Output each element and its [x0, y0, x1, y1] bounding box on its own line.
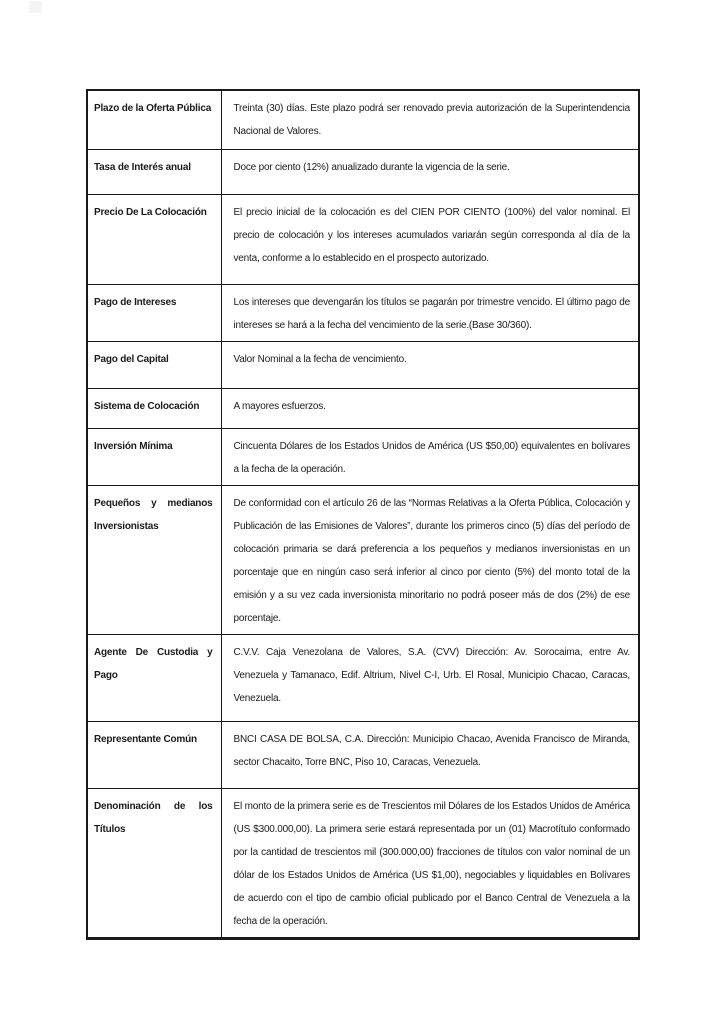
row-label-cell: Precio De La Colocación [87, 194, 221, 284]
row-value-cell: El monto de la primera serie es de Trescientos mil Dólares de los Estados Unidos de América (US $300.000,00). La primera serie estará representada por un (01) Macrotítulo conformado por la cantidad de trescientos mil (300.000,00) fracciones de títulos con valor nominal de un dólar de los Estados Unidos de América (US $1,00), negociables y liquidables en Bolívares de acuerdo con el tipo de cambio oficial publicado por el Banco Central de Venezuela a la fecha de la operación. [221, 788, 639, 938]
row-label-cell: Inversión Mínima [87, 428, 221, 485]
row-label-cell: Pago del Capital [87, 341, 221, 388]
table-row [87, 428, 639, 485]
row-value-cell: Los intereses que devengarán los títulos se pagarán por trimestre vencido. El último pago de intereses se hará a la fecha del vencimiento de la serie.(Base 30/360). [221, 284, 639, 341]
offer-terms-table [86, 89, 640, 940]
row-value-cell: Cincuenta Dólares de los Estados Unidos de América (US $50,00) equivalentes en bolívares a la fecha de la operación. [221, 428, 639, 485]
table-row [87, 485, 639, 634]
row-value-cell: Treinta (30) días. Este plazo podrá ser renovado previa autorización de la Superintendencia Nacional de Valores. [221, 90, 639, 149]
table-row [87, 634, 639, 721]
row-label-cell: Tasa de Interés anual [87, 149, 221, 194]
row-value-cell: El precio inicial de la colocación es del CIEN POR CIENTO (100%) del valor nominal. El precio de colocación y los intereses acumulados variarán según corresponda al día de la venta, conforme a lo establecido en el prospecto autorizado. [221, 194, 639, 284]
row-label-cell: Denominación de los Títulos [87, 788, 221, 938]
row-value-cell: De conformidad con el artículo 26 de las “Normas Relativas a la Oferta Pública, Colocación y Publicación de las Emisiones de Valores”, durante los primeros cinco (5) días del período de colocación primaria se dará preferencia a los pequeños y medianos inversionistas en un porcentaje que en ningún caso será inferior al cinco por ciento (5%) del monto total de la emisión y a su vez cada inversionista minoritario no podrá poseer más de dos (2%) de ese porcentaje. [221, 485, 639, 634]
row-label-cell: Plazo de la Oferta Pública [87, 90, 221, 149]
row-label-cell: Pago de Intereses [87, 284, 221, 341]
row-value-cell: C.V.V. Caja Venezolana de Valores, S.A. (CVV) Dirección: Av. Sorocaima, entre Av. Venezuela y Tamanaco, Edif. Altrium, Nivel C-I, Urb. El Rosal, Municipio Chacao, Caracas, Venezuela. [221, 634, 639, 721]
row-label-cell: Sistema de Colocación [87, 388, 221, 428]
table-row [87, 721, 639, 788]
row-label-cell: Representante Común [87, 721, 221, 788]
row-label-cell: Pequeños y medianos Inversionistas [87, 485, 221, 634]
table-row [87, 788, 639, 938]
row-value-cell: Valor Nominal a la fecha de vencimiento. [221, 341, 639, 388]
scan-artifact [29, 1, 42, 13]
table-row [87, 341, 639, 388]
row-value-cell: Doce por ciento (12%) anualizado durante la vigencia de la serie. [221, 149, 639, 194]
table-row [87, 284, 639, 341]
table-row [87, 90, 639, 149]
table-row [87, 149, 639, 194]
row-label-cell: Agente De Custodia y Pago [87, 634, 221, 721]
row-value-cell: A mayores esfuerzos. [221, 388, 639, 428]
table-row [87, 388, 639, 428]
table-row [87, 194, 639, 284]
row-value-cell: BNCI CASA DE BOLSA, C.A. Dirección: Municipio Chacao, Avenida Francisco de Miranda, sector Chacaito, Torre BNC, Piso 10, Caracas, Venezuela. [221, 721, 639, 788]
